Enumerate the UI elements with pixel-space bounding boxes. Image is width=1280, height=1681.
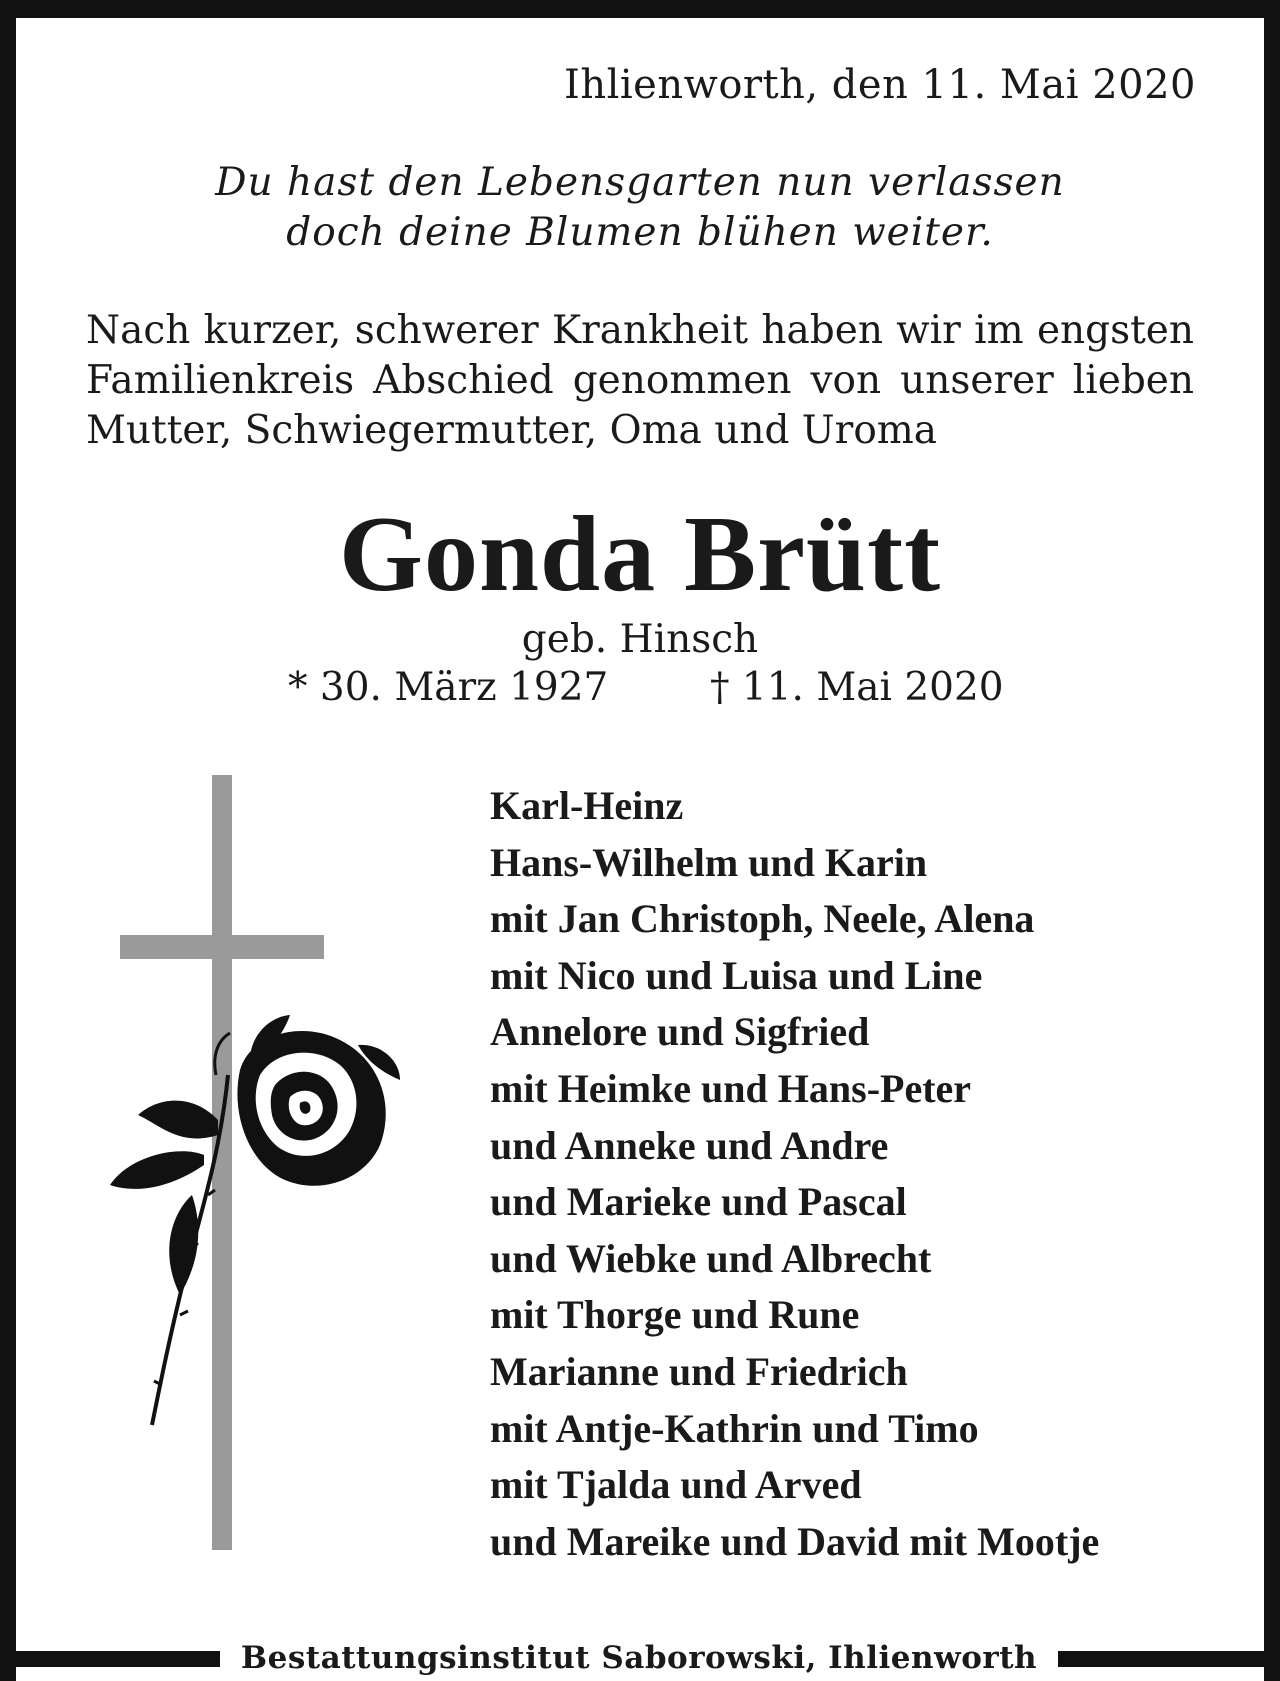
list-item: Annelore und Sigfried [490, 1009, 870, 1055]
death-date: † 11. Mai 2020 [710, 665, 1004, 710]
list-item: Karl-Heinz [490, 783, 684, 828]
deceased-name: Gonda Brütt [338, 495, 942, 614]
rose-icon [110, 1015, 400, 1425]
border-top [0, 0, 1280, 18]
place-date: Ihlienworth, den 11. Mai 2020 [564, 62, 1196, 108]
birth-date: * 30. März 1927 [288, 665, 609, 710]
border-bottom-left [0, 1651, 220, 1667]
cross-rose-emblem [100, 775, 420, 1565]
list-item: mit Nico und Luisa und Line [490, 952, 983, 998]
mourners-list [490, 778, 1250, 1570]
list-item: mit Heimke und Hans-Peter [490, 1065, 972, 1111]
list-item: Hans-Wilhelm und Karin [490, 839, 928, 885]
border-bottom-right [1058, 1651, 1280, 1667]
list-item: mit Jan Christoph, Neele, Alena [490, 896, 1035, 942]
list-item: mit Thorge und Rune [490, 1292, 860, 1338]
list-item: und Marieke und Pascal [490, 1179, 907, 1225]
intro-text: Nach kurzer, schwerer Krankheit haben wir im engsten Familienkreis Abschied genommen von unserer lieben Mutter, Schwiegermutter, Oma und Uroma [86, 308, 1194, 453]
verse-line: doch deine Blumen blühen weiter. [286, 210, 994, 255]
verse-line: Du hast den Lebensgarten nun verlassen [215, 160, 1065, 205]
list-item: mit Antje-Kathrin und Timo [490, 1405, 979, 1451]
undertaker-name: Bestattungsinstitut Saborowski, Ihlienworth [240, 1640, 1038, 1676]
list-item: mit Tjalda und Arved [490, 1462, 862, 1508]
list-item: Marianne und Friedrich [490, 1348, 908, 1394]
verse [0, 158, 1280, 258]
list-item: und Anneke und Andre [490, 1122, 889, 1168]
maiden-name: geb. Hinsch [521, 617, 759, 662]
list-item: und Mareike und David mit Mootje [490, 1518, 1100, 1564]
list-item: und Wiebke und Albrecht [490, 1235, 932, 1281]
